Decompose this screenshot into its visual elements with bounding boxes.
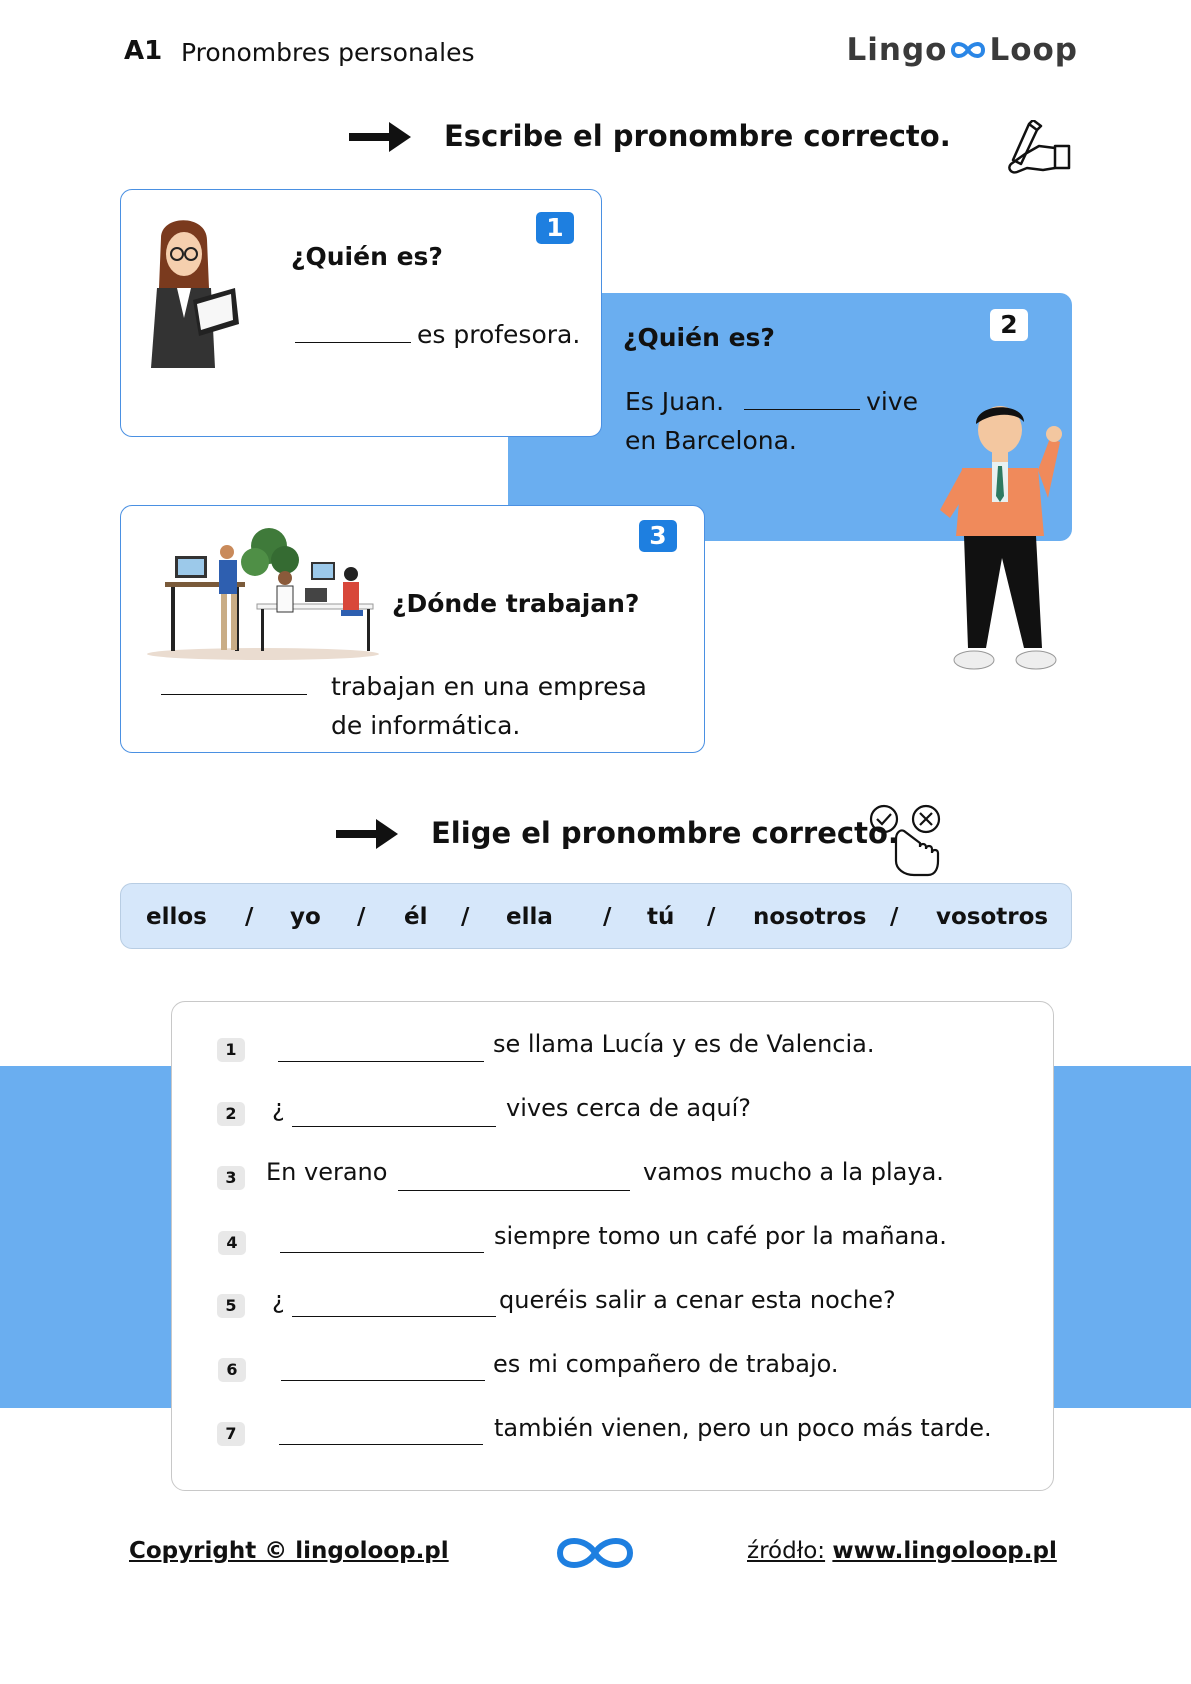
exercise-text: es mi compañero de trabajo.: [493, 1350, 839, 1378]
card-text-after: es profesora.: [417, 320, 581, 349]
logo-text-right: Loop: [989, 32, 1078, 68]
card-3: [120, 505, 705, 753]
infinity-logo-icon: [554, 1533, 636, 1577]
answer-blank[interactable]: [295, 342, 411, 343]
word-bank-item: yo: [290, 904, 321, 930]
card-question: ¿Quién es?: [291, 242, 443, 271]
answer-blank[interactable]: [292, 1294, 496, 1317]
word-bank-item: ellos: [146, 904, 207, 930]
answer-blank[interactable]: [280, 1230, 484, 1253]
card-text-after: trabajan en una empresa: [331, 672, 647, 701]
card-text-before: Es Juan.: [625, 387, 725, 416]
brand-logo: [847, 32, 1078, 68]
exercise-text: también vienen, pero un poco más tarde.: [494, 1414, 992, 1442]
exercise-number: 1: [217, 1038, 245, 1062]
exercise-number: 7: [217, 1422, 245, 1446]
card-badge: 2: [990, 309, 1028, 341]
exercise-list: [171, 1001, 1054, 1491]
exercise-text: queréis salir a cenar esta noche?: [499, 1286, 896, 1314]
level-label: A1: [124, 36, 163, 66]
word-separator: /: [461, 904, 470, 930]
word-bank-item: nosotros: [753, 904, 867, 930]
card-question: ¿Quién es?: [623, 323, 775, 352]
man-thumbs-up-illustration: [932, 398, 1082, 687]
topic-title: Pronombres personales: [181, 38, 475, 67]
card-badge: 3: [639, 520, 677, 552]
word-separator: /: [603, 904, 612, 930]
exercise-number: 2: [217, 1102, 245, 1126]
check-cross-hand-icon: [866, 803, 946, 881]
answer-blank[interactable]: [292, 1104, 496, 1127]
source-line: [747, 1538, 1057, 1564]
card-sentence: [295, 315, 580, 354]
source-label: źródło:: [747, 1538, 826, 1564]
source-link[interactable]: www.lingoloop.pl: [832, 1538, 1057, 1564]
word-bank: [120, 883, 1072, 949]
card-sentence: [161, 667, 647, 745]
word-bank-item: tú: [647, 904, 675, 930]
infinity-icon: [949, 32, 987, 68]
card-badge: 1: [536, 212, 574, 244]
exercise-prefix: En verano: [266, 1158, 388, 1186]
word-separator: /: [707, 904, 716, 930]
answer-blank[interactable]: [279, 1422, 483, 1445]
section2-title: Elige el pronombre correcto.: [431, 816, 899, 850]
word-separator: /: [890, 904, 899, 930]
exercise-text: vamos mucho a la playa.: [643, 1158, 944, 1186]
copyright-link[interactable]: Copyright © lingoloop.pl: [129, 1538, 449, 1564]
card-1: [120, 189, 602, 437]
answer-blank[interactable]: [281, 1358, 485, 1381]
arrow-right-icon: [336, 819, 398, 849]
card-sentence: [625, 382, 918, 460]
exercise-prefix: ¿: [272, 1286, 285, 1314]
writing-hand-icon: [1005, 120, 1075, 184]
word-bank-item: vosotros: [936, 904, 1049, 930]
card-text-line2: en Barcelona.: [625, 426, 797, 455]
card-text-line2: de informática.: [331, 711, 521, 740]
exercise-text: siempre tomo un café por la mañana.: [494, 1222, 947, 1250]
word-bank-item: ella: [506, 904, 553, 930]
card-text-after: vive: [866, 387, 918, 416]
logo-text-left: Lingo: [846, 32, 948, 68]
exercise-number: 6: [218, 1358, 246, 1382]
word-separator: /: [357, 904, 366, 930]
answer-blank[interactable]: [744, 409, 860, 410]
exercise-prefix: ¿: [272, 1094, 285, 1122]
answer-blank[interactable]: [278, 1039, 484, 1062]
answer-blank[interactable]: [161, 694, 307, 695]
answer-blank[interactable]: [398, 1168, 630, 1191]
word-separator: /: [245, 904, 254, 930]
section1-title: Escribe el pronombre correcto.: [444, 119, 951, 153]
office-workers-illustration: [145, 522, 381, 666]
exercise-number: 3: [217, 1166, 245, 1190]
exercise-number: 4: [218, 1231, 246, 1255]
word-bank-item: él: [404, 904, 428, 930]
exercise-text: vives cerca de aquí?: [506, 1094, 751, 1122]
exercise-text: se llama Lucía y es de Valencia.: [493, 1030, 875, 1058]
teacher-illustration: [143, 218, 243, 372]
exercise-number: 5: [217, 1294, 245, 1318]
arrow-right-icon: [349, 122, 411, 152]
card-question: ¿Dónde trabajan?: [392, 589, 640, 618]
